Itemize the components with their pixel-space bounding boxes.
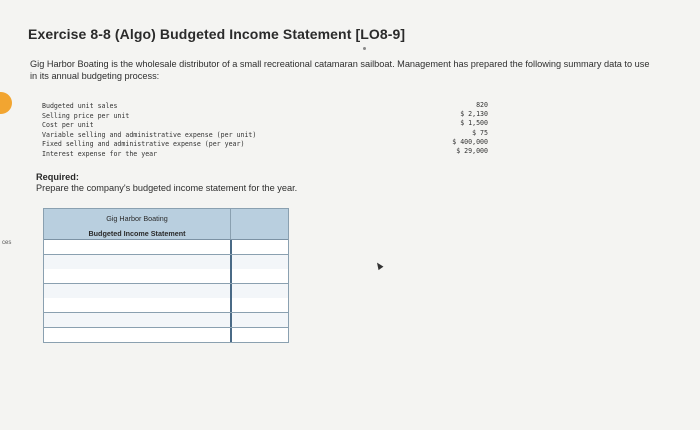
budget-label: Selling price per unit bbox=[42, 111, 130, 120]
budget-value: 820 bbox=[476, 101, 488, 109]
budget-label: Variable selling and administrative expense (per unit) bbox=[42, 130, 257, 139]
income-statement-table bbox=[43, 208, 289, 343]
statement-amount-input[interactable] bbox=[232, 313, 288, 327]
statement-label-input[interactable] bbox=[44, 328, 232, 342]
statement-row bbox=[44, 284, 288, 299]
budget-data-values bbox=[420, 101, 488, 156]
statement-amount-input[interactable] bbox=[232, 255, 288, 269]
statement-amount-input[interactable] bbox=[232, 298, 288, 312]
statement-header-cell bbox=[44, 209, 231, 239]
exercise-intro: Gig Harbor Boating is the wholesale distributor of a small recreational catamaran sailboat. Management has prepared the following summary data to use in its annual budgeting process: bbox=[30, 59, 650, 81]
statement-row bbox=[44, 328, 288, 343]
statement-amount-input[interactable] bbox=[232, 328, 288, 342]
required-text: Prepare the company's budgeted income statement for the year. bbox=[36, 183, 298, 193]
statement-name: Budgeted Income Statement bbox=[88, 229, 186, 238]
statement-row bbox=[44, 298, 288, 313]
budget-value: $ 75 bbox=[472, 128, 488, 137]
statement-label-input[interactable] bbox=[44, 269, 232, 283]
statement-amount-input[interactable] bbox=[232, 269, 288, 283]
mouse-cursor-icon bbox=[375, 261, 384, 270]
statement-label-input[interactable] bbox=[44, 255, 232, 269]
side-panel-tab[interactable] bbox=[0, 92, 12, 114]
statement-label-input[interactable] bbox=[44, 298, 232, 312]
budget-value: $ 400,000 bbox=[452, 137, 488, 146]
budget-label: Budgeted unit sales bbox=[42, 102, 118, 110]
statement-company: Gig Harbor Boating bbox=[106, 214, 168, 223]
statement-label-input[interactable] bbox=[44, 313, 232, 327]
statement-label-input[interactable] bbox=[44, 240, 232, 254]
statement-row bbox=[44, 269, 288, 284]
exercise-title: Exercise 8-8 (Algo) Budgeted Income Statement [LO8-9] bbox=[28, 26, 406, 42]
required-heading: Required: bbox=[36, 172, 79, 182]
statement-row bbox=[44, 240, 288, 255]
budget-value: $ 29,000 bbox=[456, 147, 488, 156]
statement-label-input[interactable] bbox=[44, 284, 232, 298]
budget-label: Cost per unit bbox=[42, 121, 94, 130]
statement-row bbox=[44, 255, 288, 270]
side-panel-label: ces bbox=[2, 240, 12, 246]
statement-header bbox=[44, 209, 288, 240]
budget-value: $ 2,130 bbox=[460, 110, 488, 119]
budget-value: $ 1,500 bbox=[460, 119, 488, 128]
statement-amount-input[interactable] bbox=[232, 240, 288, 254]
title-marker bbox=[363, 47, 366, 50]
budget-data-labels bbox=[42, 102, 256, 160]
budget-label: Interest expense for the year bbox=[42, 149, 158, 158]
statement-amount-input[interactable] bbox=[232, 284, 288, 298]
budget-label: Fixed selling and administrative expense (per year) bbox=[42, 140, 245, 149]
statement-row bbox=[44, 313, 288, 328]
